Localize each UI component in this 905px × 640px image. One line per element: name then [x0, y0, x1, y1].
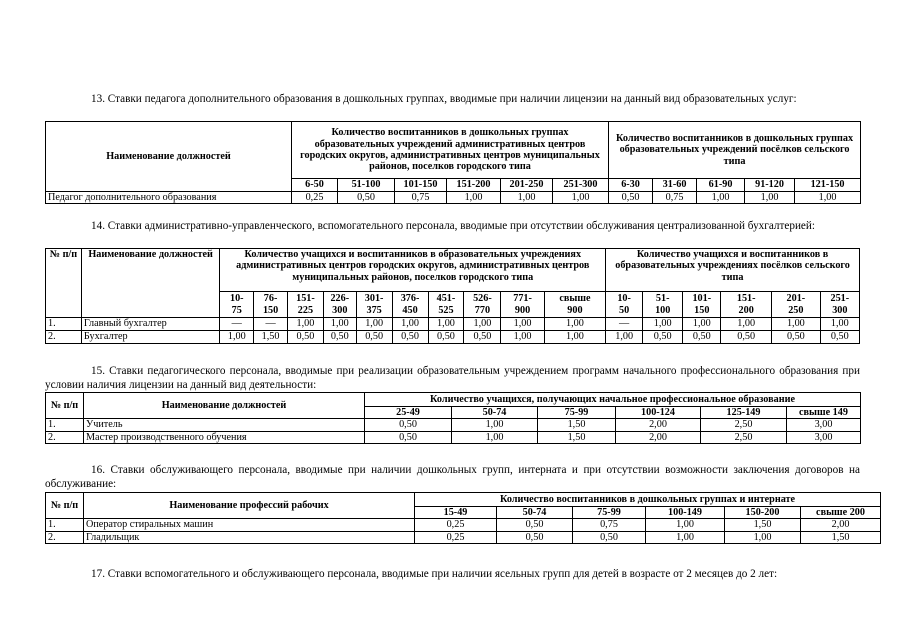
table-row — [46, 419, 861, 431]
range-line: 75 — [231, 304, 242, 316]
cell-value: 1,00 — [501, 318, 544, 331]
cell-value: 1,00 — [721, 318, 772, 331]
range-line: 151- — [736, 293, 756, 305]
table-13 — [45, 121, 861, 204]
range-header — [820, 292, 859, 318]
range-line: 50 — [619, 304, 630, 316]
range-line: 250 — [788, 304, 804, 316]
section-17-intro: 17. Ставки вспомогательного и обслуживающего персонала, вводимые при наличии ясельных групп для детей в возрасте от 2 месяцев до 2 лет: — [91, 568, 778, 580]
cell-value: 1,00 — [544, 318, 605, 331]
range-header — [428, 292, 464, 318]
range-line: 451- — [436, 293, 456, 305]
cell-value: 0,25 — [415, 531, 497, 543]
cell-value: 0,50 — [772, 331, 821, 344]
range-line: 226- — [330, 293, 350, 305]
range-header: 50-74 — [497, 507, 573, 519]
cell-value: 1,00 — [323, 318, 356, 331]
cell-value: 0,50 — [365, 419, 452, 431]
range-line: 150 — [262, 304, 279, 316]
range-line: 771- — [513, 293, 532, 305]
cell-value: — — [220, 318, 254, 331]
section-15-intro: 15. Ставки педагогического персонала, вводимые при реализации образовательным учреждением программ начального профессионального образования при условии наличия лицензии на данный вид деятельности: — [45, 365, 860, 391]
cell-value: 0,50 — [464, 331, 501, 344]
range-header: 121-150 — [795, 179, 861, 192]
range-header: 201-250 — [501, 179, 553, 192]
range-line: 770 — [474, 304, 491, 316]
range-header: 51-100 — [338, 179, 395, 192]
cell-value: 1,00 — [772, 318, 821, 331]
range-header: 15-49 — [415, 507, 497, 519]
table-row — [46, 519, 881, 531]
range-header: свыше 200 — [801, 507, 881, 519]
cell-value: 0,75 — [573, 519, 646, 531]
cell-value: 1,00 — [452, 431, 538, 443]
col-header-no: № п/п — [46, 249, 82, 318]
col-header-no: № п/п — [46, 393, 84, 419]
range-header: 50-74 — [452, 407, 538, 419]
section-13-intro: 13. Ставки педагога дополнительного образования в дошкольных группах, вводимые при наличии лицензии на данный вид образовательных услуг: — [91, 93, 797, 105]
group-header: Количество учащихся, получающих начальное профессиональное образование — [365, 393, 861, 407]
col-header-name: Наименование должностей — [46, 122, 292, 192]
col-header-name: Наименование должностей — [81, 249, 219, 318]
cell-value: 1,00 — [646, 531, 725, 543]
cell-value: 1,50 — [801, 531, 881, 543]
cell-value: 1,00 — [501, 192, 553, 204]
cell-value: 0,50 — [609, 192, 653, 204]
range-line: 450 — [402, 304, 418, 316]
row-name: Гладильщик — [84, 531, 415, 543]
row-name: Бухгалтер — [81, 331, 219, 344]
range-header: 101-150 — [395, 179, 447, 192]
col-header-no: № п/п — [46, 493, 84, 519]
cell-value: 1,00 — [820, 318, 859, 331]
cell-value: 2,00 — [616, 431, 701, 443]
range-header: 125-149 — [701, 407, 787, 419]
group-header: Количество воспитанников в дошкольных группах и интернате — [415, 493, 881, 507]
range-line: 300 — [332, 304, 348, 316]
row-number: 1. — [46, 419, 84, 431]
table-row — [46, 318, 860, 331]
section-14-intro: 14. Ставки административно-управленческого, вспомогательного персонала, вводимые при отсутствии обслуживания централизованной бухгалтерией: — [91, 220, 815, 232]
range-header — [356, 292, 392, 318]
row-name: Учитель — [84, 419, 365, 431]
cell-value: 0,50 — [287, 331, 323, 344]
range-line: 101- — [692, 293, 712, 305]
range-header — [323, 292, 356, 318]
cell-value: 1,50 — [538, 419, 616, 431]
range-header — [544, 292, 605, 318]
range-line: 375 — [366, 304, 382, 316]
range-header: 61-90 — [697, 179, 745, 192]
range-header: 31-60 — [653, 179, 697, 192]
range-header: 25-49 — [365, 407, 452, 419]
table-row — [46, 331, 860, 344]
range-header — [606, 292, 643, 318]
row-number: 1. — [46, 519, 84, 531]
cell-value: 1,00 — [501, 331, 544, 344]
cell-value: 1,00 — [447, 192, 501, 204]
range-header: 151-200 — [447, 179, 501, 192]
cell-value: 0,50 — [721, 331, 772, 344]
range-line: 150 — [694, 304, 710, 316]
range-header — [501, 292, 544, 318]
cell-value: 3,00 — [787, 431, 861, 443]
range-header: 75-99 — [538, 407, 616, 419]
range-line: 76- — [263, 293, 278, 305]
range-header — [287, 292, 323, 318]
cell-value: 0,75 — [395, 192, 447, 204]
col-header-name: Наименование профессий рабочих — [84, 493, 415, 519]
row-number: 2. — [46, 431, 84, 443]
cell-value: 1,00 — [544, 331, 605, 344]
cell-value: 1,00 — [428, 318, 464, 331]
table-row — [46, 192, 861, 204]
row-name: Оператор стиральных машин — [84, 519, 415, 531]
cell-value: 0,25 — [292, 192, 338, 204]
table-16 — [45, 492, 881, 544]
cell-value: 1,00 — [392, 318, 428, 331]
range-line: 900 — [567, 304, 583, 316]
cell-value: 1,00 — [220, 331, 254, 344]
cell-value: 1,00 — [745, 192, 795, 204]
range-line: свыше — [559, 293, 591, 305]
cell-value: — — [606, 318, 643, 331]
row-number: 2. — [46, 331, 82, 344]
cell-value: 0,50 — [428, 331, 464, 344]
cell-value: 0,75 — [653, 192, 697, 204]
cell-value: 1,00 — [697, 192, 745, 204]
range-header: 150-200 — [725, 507, 801, 519]
cell-value: 1,00 — [683, 318, 721, 331]
cell-value: 1,00 — [452, 419, 538, 431]
range-line: 301- — [364, 293, 384, 305]
range-header: 91-120 — [745, 179, 795, 192]
cell-value: 1,00 — [287, 318, 323, 331]
cell-value: 0,50 — [365, 431, 452, 443]
range-line: 200 — [738, 304, 754, 316]
range-line: 900 — [514, 304, 531, 316]
range-line: 201- — [786, 293, 806, 305]
section-16-intro: 16. Ставки обслуживающего персонала, вводимые при наличии дошкольных групп, интерната и при отсутствии возможности заключения договоров на обслуживание: — [45, 464, 860, 490]
range-line: 51- — [655, 293, 670, 305]
group-header-b: Количество учащихся и воспитанников в образовательных учреждениях посёлков сельского типа — [606, 249, 860, 292]
cell-value: 1,00 — [606, 331, 643, 344]
cell-value: 0,50 — [323, 331, 356, 344]
range-line: 251- — [830, 293, 850, 305]
cell-value: 1,00 — [795, 192, 861, 204]
cell-value: 1,50 — [725, 519, 801, 531]
range-header: 6-50 — [292, 179, 338, 192]
group-header-a: Количество учащихся и воспитанников в образовательных учреждениях административных центров городских округов, административных центров муниципальных районов, поселков городского типа — [220, 249, 606, 292]
cell-value: 2,00 — [801, 519, 881, 531]
range-line: 100 — [655, 304, 671, 316]
cell-value: 0,50 — [820, 331, 859, 344]
row-name: Мастер производственного обучения — [84, 431, 365, 443]
cell-value: 1,00 — [643, 318, 683, 331]
range-header: 100-149 — [646, 507, 725, 519]
range-header: свыше 149 — [787, 407, 861, 419]
range-header: 251-300 — [553, 179, 609, 192]
cell-value: 0,25 — [415, 519, 497, 531]
range-header: 100-124 — [616, 407, 701, 419]
table-14 — [45, 248, 860, 344]
cell-value: 0,50 — [683, 331, 721, 344]
range-line: 10- — [617, 293, 631, 305]
range-header — [464, 292, 501, 318]
cell-value: 0,50 — [643, 331, 683, 344]
cell-value: 1,00 — [356, 318, 392, 331]
cell-value: 0,50 — [497, 519, 573, 531]
range-header — [643, 292, 683, 318]
row-name: Главный бухгалтер — [81, 318, 219, 331]
cell-value: 0,50 — [338, 192, 395, 204]
cell-value: 0,50 — [392, 331, 428, 344]
range-line: 151- — [296, 293, 315, 305]
row-number: 1. — [46, 318, 82, 331]
group-header-b: Количество воспитанников в дошкольных группах образовательных учреждений посёлков сельского типа — [609, 122, 861, 179]
cell-value: 2,50 — [701, 431, 787, 443]
cell-value: 1,00 — [464, 318, 501, 331]
range-header — [254, 292, 288, 318]
range-header — [772, 292, 821, 318]
cell-value: 3,00 — [787, 419, 861, 431]
cell-value: 1,00 — [553, 192, 609, 204]
range-line: 525 — [438, 304, 454, 316]
range-header: 6-30 — [609, 179, 653, 192]
cell-value: 1,50 — [254, 331, 288, 344]
cell-value: 0,50 — [573, 531, 646, 543]
range-header — [683, 292, 721, 318]
col-header-name: Наименование должностей — [84, 393, 365, 419]
range-line: 225 — [297, 304, 314, 316]
row-number: 2. — [46, 531, 84, 543]
table-15 — [45, 392, 861, 444]
cell-value: 1,50 — [538, 431, 616, 443]
range-line: 300 — [832, 304, 848, 316]
cell-value: 1,00 — [646, 519, 725, 531]
range-line: 376- — [400, 293, 420, 305]
cell-value: 2,00 — [616, 419, 701, 431]
table-row — [46, 531, 881, 543]
table-row — [46, 431, 861, 443]
range-header — [721, 292, 772, 318]
range-line: 10- — [229, 293, 244, 305]
range-header — [392, 292, 428, 318]
cell-value: 0,50 — [497, 531, 573, 543]
cell-value: 0,50 — [356, 331, 392, 344]
range-header: 75-99 — [573, 507, 646, 519]
cell-value: 2,50 — [701, 419, 787, 431]
range-line: 526- — [473, 293, 492, 305]
range-header — [220, 292, 254, 318]
cell-value: — — [254, 318, 288, 331]
cell-value: 1,00 — [725, 531, 801, 543]
group-header-a: Количество воспитанников в дошкольных группах образовательных учреждений административных центров городских округов, административных центров муниципальных районов, поселков городского типа — [292, 122, 609, 179]
row-name: Педагог дополнительного образования — [46, 192, 292, 204]
